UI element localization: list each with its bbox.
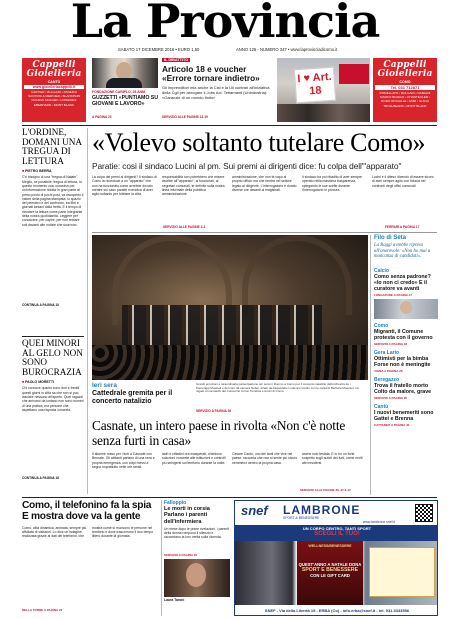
- editorial-body: C'è bisogno di una "tregua di Natale". Meglio, se possibile, tregua di lettura. In questo momento così convulso per un'informazione ridotta in gran parte al primo posto di pochi post, va riscoperto il valore della pagina stampata, lo spazio del pensiero e del confronto, tra libri e giornali lontani dalla fretta. E il tempo di ritrovare la lettura come parte integrante della nostra quotidianità. Leggere per conoscere, per capire, per non restare soli davanti alle notizie che scorrono.: [22, 175, 84, 227]
- second-headline: Casnate, un intero paese in rivolta «Non c'è notte senza furti in casa»: [92, 418, 346, 448]
- concert-headline: Cattedrale gremita per il concerto natalizio: [92, 390, 173, 405]
- main-subhead: Paratie: cosi il sindaco Lucini al pm. Sui premi ai dirigenti dice: fu colpa dell'"apparato": [92, 161, 402, 171]
- main-col-4: Il sindaco ha poi ribadito di aver sempre operato nella massima trasparenza, spiegando le sue scelte durante l'interrogatorio in procura.: [302, 175, 362, 192]
- orchestra-group: [122, 305, 322, 345]
- portrait-head-icon: [186, 563, 206, 587]
- ad-brands: CARTIER • BULGARI • PANERAI SANTONI & MERCIER • BLANCPAIN FRANCK MULLER • LONGINES EBERHARD • MONT BLANC: [28, 90, 80, 107]
- gera-kicker: Gera Lario: [374, 349, 400, 356]
- second-columns: [92, 452, 368, 490]
- editorial-headline: L'ORDINE, DOMANI UNA TREGUA DI LETTURA: [22, 127, 82, 166]
- concert-caption: Grandi emozioni e straordinaria partecipazione ieri sera in Duomo a Como per il concerto natalizio dell'orchestra de i Pomeriggi Musicali e del coro da camera Nebel, diretti da Alessandro Ludovico Codini con le cantanti Barbara Moscani. Un regalo ai comaschi del Consorzio Como Turistica e Amici di Como.: [196, 383, 360, 394]
- ad-phone: Tel. 031 712871: [375, 85, 435, 90]
- debate-kicker: IL DIBATTITO: [164, 58, 189, 62]
- second-col-2: ladri e cittadini ora esasperati, chiedono soluzioni concrete alle istituzioni e controlli più stringenti sul territorio durante la notte.: [162, 452, 226, 465]
- guzzetti-caption: FONDAZIONE CARIPLO, 25 ANNI: [92, 90, 146, 94]
- bottom-left-story[interactable]: [22, 500, 158, 616]
- falloppio-photo: [164, 559, 230, 597]
- cantu-kicker: Cantù: [374, 403, 389, 410]
- editorial-author-name: PIETRO BERRA: [25, 169, 52, 174]
- main-columns: [92, 175, 437, 230]
- beregazzo-headline[interactable]: Trova il fratello morto Colto da malore, grave: [374, 382, 432, 395]
- falloppio-body: Un mese dopo le prime rivelazioni, i parenti della donna rompono il silenzio e raccontano la loro verità sulla vicenda.: [164, 526, 230, 540]
- portrait-body-icon: [106, 78, 142, 88]
- protest-flag: [339, 64, 369, 84]
- beregazzo-page: SERVIZIO A PAGINA 35: [374, 395, 408, 400]
- debate-headline: Articolo 18 e voucher «Errore tornare indietro»: [162, 64, 260, 84]
- lambrone-brand: LAMBRONE: [283, 503, 361, 517]
- cantu-page: CATTANEO A PAGINA 40: [374, 422, 410, 427]
- masthead-rule: [22, 125, 437, 126]
- column2-continue: CONTINUA A PAGINA 16: [22, 476, 60, 481]
- bottom-divider: [161, 500, 162, 616]
- ad-website: www.gioielleriacappelli.it: [24, 85, 84, 89]
- protest-sign-text: I ♥ Art. 18: [297, 70, 333, 98]
- faith-text: La Raggi avrebbe ripreso all'onorevole: «Non ho mai a mancanza di candidati».: [374, 243, 431, 260]
- bottom-rule: [22, 497, 437, 498]
- debate-body: Gli imprenditori mia anche la Cisl e la Uil contrari all'iniziativa della Cgil per abrogare il Jobs Act. Tettamanti (Unindustria): «Garanzie di un mondo finito»: [162, 85, 270, 100]
- concert-page: SERVIZIO A PAGINA 39: [196, 409, 232, 413]
- author-bullet-icon: ■: [22, 169, 26, 174]
- guzzetti-photo: [92, 58, 158, 88]
- portrait-head-icon: [400, 301, 412, 314]
- ad-lambrone[interactable]: [234, 500, 438, 616]
- cathedral-arch: [242, 235, 352, 315]
- ad-brand-line2: Gioielleria: [26, 69, 82, 79]
- lambrone-banner: [235, 525, 438, 541]
- ad-brand-line1: Cappelli: [32, 60, 76, 70]
- second-col-4: anche solo testata. E lo ho un forte sospetto sugli autori dei furti, come molti altri residenti.: [302, 452, 363, 465]
- calcio-kicker: Calcio: [374, 267, 390, 274]
- second-col-3: Cesare Cantù, uno dei tanti che vive nel paese, racconta che non si sente più sicuro nemmeno dentro la propria casa.: [232, 452, 298, 465]
- gera-headline[interactable]: Ottimisti per la bimba Forse non è meningite: [374, 355, 431, 368]
- masthead-date: SABATO 17 DICEMBRE 2016 • EURO 1,50: [118, 47, 200, 52]
- main-extra-tag: FERRARI A PAGINA 17: [385, 225, 420, 229]
- guzzetti-page: A PAGINA 23: [92, 115, 112, 119]
- second-col-1: Il allarme rosso per i furti a Casnate con Bernate. Gli abitanti parlano di una vera e propria emergenza, con colpi messi a segno soprattutto nelle ore serali.: [92, 452, 155, 469]
- lambrone-banner-text: UN CORPO CENTRO, TANTI SPORT: [302, 526, 372, 531]
- main-rule: [92, 232, 437, 233]
- column2-body: Chi conosce quanto sono duri e freddi questi giorni in città sa che non si può lasciare nessuno all'aperto. Quei ragazzi che arrivano da lontano non sono numeri di una pratica, ma persone che aspettano una risposta concreta.: [22, 386, 84, 412]
- como-page: SERVIZIO A PAGINA 18: [374, 341, 408, 346]
- gera-page: VIGNA A PAGINA 26: [374, 368, 403, 373]
- lambrone-website[interactable]: www.lambrone.snef.it: [363, 520, 396, 524]
- lambrone-sub: SPORT & BENESSERE: [283, 516, 320, 520]
- lambrone-footer: SNEF - Via della Libertà 15 - ERBA (Co) - info.erba@snef.it - tel. 031.3333556: [235, 606, 438, 616]
- main-headline: «Volevo soltanto tutelare Como»: [92, 128, 426, 157]
- left-rule: [22, 336, 84, 337]
- concert-photo[interactable]: [92, 235, 368, 380]
- author-bullet-icon: ■: [22, 380, 26, 385]
- ad-gioielleria-como[interactable]: [373, 58, 437, 122]
- promo-line-1: QUEST'ANNO A NATALE DONA: [298, 562, 362, 567]
- price-list-panel: [369, 547, 435, 597]
- lambrone-cta: SCEGLI IL TUO!: [314, 531, 360, 537]
- left-column-divider: [87, 128, 88, 494]
- top-debate[interactable]: [162, 58, 370, 122]
- calcio-page: LONGATORE A PAGINA 47: [374, 292, 413, 297]
- promo-line-3: CON LE GIFT CARD: [310, 573, 350, 578]
- bottom-left-headline: Como, il telefonino fa la spia E mostra dove va la gente: [22, 500, 152, 523]
- ad-brands: POMELLATO • BULGARI • DAMIANI MARCO BICEGO • CHANTECLER • DODO ROCAILLE • MIMI • GUCCI TROLLBEADS • MONT BLANC: [379, 91, 431, 108]
- como-headline[interactable]: Migranti, il Comune protesta con il governo: [374, 328, 433, 341]
- ad-city: CANTÙ: [47, 80, 61, 84]
- main-col-3: amministrazione, che non fa capo al proprio ufficio ma che rientra nel settore legato al dirigente. L'interrogatorio è durato diverse ore davanti ai magistrati.: [232, 175, 297, 192]
- ad-brand-line1: Cappelli: [383, 60, 427, 70]
- sidebar-divider: [370, 235, 371, 495]
- column2-headline: QUEI MINORI AL GELO NON SONO BUROCRAZIA: [22, 338, 83, 377]
- como-kicker: Como: [374, 322, 389, 329]
- falloppio-story[interactable]: [164, 500, 230, 616]
- ad-city: COMO: [399, 80, 411, 84]
- calcio-headline[interactable]: Como senza padrone? «Io non ci credo» E il curatore va avanti: [374, 273, 431, 292]
- main-col-2: responsabilità non potrebbero che essere ascritte all'"apparato", ai funzionari, ai segretari comunali, te definito sulla nostra linea informale della pubblica amministrazione.: [162, 175, 225, 197]
- editorial-continue: CONTINUA A PAGINA 10: [22, 303, 60, 308]
- falloppio-kicker: Falloppio: [164, 500, 187, 506]
- concert-kicker: Ieri sera: [92, 382, 117, 389]
- protest-sign: [294, 67, 336, 104]
- main-col-5: Lucini e il difeso dicendo di essere sicuro di aver sempre agito con fiducia nei confronti degli uffici comunali.: [372, 175, 434, 188]
- masthead-issue: ANNO 125 - NUMERO 347 • www.laprovinciadicomo.it: [236, 47, 338, 52]
- column2-author-name: PAOLO MORETTI: [25, 380, 54, 385]
- falloppio-page: SERVIZIO A PAGINA 29: [164, 552, 198, 557]
- snef-logo: snef: [241, 503, 268, 518]
- second-page: SERVIZIO ALLE PAGINE 36, 37 E 47: [300, 488, 351, 492]
- lambrone-sports-photos: [235, 541, 438, 605]
- ad-brand-line2: Gioielleria: [377, 69, 433, 79]
- faith-title: Filo di Seta: [374, 235, 407, 241]
- editorial[interactable]: [22, 128, 84, 333]
- ad-gioielleria-cantu[interactable]: [22, 58, 86, 122]
- bottom-left-page: DELLA TORRE A PAGINA 22: [22, 607, 63, 612]
- cantu-headline[interactable]: I nuovi benemeriti sono Gattei e Brenna: [374, 409, 434, 422]
- promo-line-2: SPORT E BENESSERE: [301, 567, 359, 573]
- editorial-author: [22, 169, 84, 173]
- second-story[interactable]: [92, 418, 368, 494]
- main-col-1: La colpa dei premi ai dirigenti? Il sindaco di Como la riconduce a un "apparato" che non ha funzionato come avrebbe dovuto, mentre sul caso paratie rivendica di aver agito soltanto per tutelare la città.: [92, 175, 157, 197]
- column2-author: [22, 380, 84, 384]
- guzzetti-headline: GUZZETTI «PUNTIAMO SU GIOVANI E LAVORO»: [92, 95, 158, 107]
- bottom-left-body: Como, città dinamica, animata, sempre più affollata di visitatori. Lo dice un'indagine realizzata grazie ai dati dei telefonini, che mostra come si muovono le persone nel territorio e dove trascorrono il loro tempo libero durante la giornata.: [22, 525, 154, 539]
- calcio-photo: [374, 299, 438, 319]
- beregazzo-kicker: Beregazzo: [374, 376, 400, 383]
- sidebar: [374, 235, 438, 497]
- debate-photo: [277, 58, 370, 122]
- gift-card-panel: [297, 541, 363, 605]
- column-minori[interactable]: [22, 339, 84, 491]
- protest-crowd: [277, 104, 370, 122]
- top-feature-guzzetti[interactable]: [92, 58, 158, 122]
- audience-group: [92, 345, 368, 380]
- masthead: [0, 0, 450, 56]
- lambrone-welcome: WELLNESS/BENESSERE: [308, 544, 352, 548]
- masthead-title[interactable]: La Provincia: [70, 0, 380, 48]
- falloppio-headline: Le morti in corsia Parlano i parenti dell'infermiera: [164, 506, 210, 525]
- debate-page: SERVIZIO ALLE PAGINE 13-19: [162, 115, 208, 119]
- main-author-tag: SERVIZIO ALLE PAGINE 2-3: [163, 225, 206, 229]
- qr-code-icon: [415, 504, 433, 522]
- main-story[interactable]: [92, 128, 437, 230]
- falloppio-photo-caption: Laura Taroni: [164, 597, 185, 602]
